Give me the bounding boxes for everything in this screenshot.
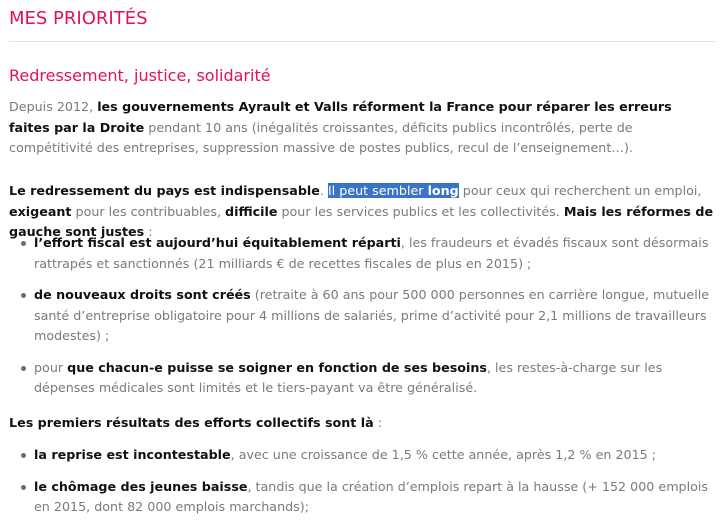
item-pre: pour [34,359,68,375]
results-post: : [373,415,382,430]
item-bold: de nouveaux droits sont créés [34,287,251,302]
selection-bold: long [427,183,459,198]
results-list [9,445,714,529]
redressement-text-2: pour les contribuables, [71,203,226,219]
results-bold: Les premiers résultats des efforts collectifs sont là [9,415,374,430]
list-item [9,285,714,347]
title-divider [9,41,716,42]
item-bold: l’effort fiscal est aujourd’hui équitablement réparti [34,235,401,250]
redressement-dot: . [319,183,328,198]
item-bold: la reprise est incontestable [34,447,231,462]
list-item [9,233,714,274]
intro-post: pendant 10 ans (inégalités croissantes, déficits publics incontrôlés, perte de compétitivité des entreprises, suppression massive de postes publics, recul de l’enseignement…). [9,119,633,155]
item-text: , les restes-à-charge sur les dépenses médicales sont limités et le tiers-payant va être généralisé. [34,359,663,395]
results-heading [9,413,714,434]
item-text: , les fraudeurs et évadés fiscaux sont désormais rattrapés et sanctionnés (21 milliards € de recettes fiscales de plus en 2015) ; [34,235,709,271]
item-text: , avec une croissance de 1,5 % cette année, après 1,2 % en 2015 ; [230,447,657,462]
item-bold: que chacun-e puisse se soigner en fonction de ses besoins [67,359,487,375]
redressement-text-4: : [144,224,153,239]
list-item [9,358,714,399]
intro-bold: les gouvernements Ayrault et Valls réforment la France pour réparer les erreurs faites par la Droite [9,99,672,135]
redressement-bold-3: difficile [225,203,278,219]
item-bold: le chômage des jeunes baisse [34,478,248,494]
redressement-text-3: pour les services publics et les collectivités. [277,203,564,219]
redressement-bold-4: Mais les réformes de gauche sont justes [9,203,714,239]
redressement-bold-1: Le redressement du pays est indispensable [9,183,320,198]
list-item [9,477,714,518]
text-selection[interactable] [328,183,459,198]
redressement-text-1: pour ceux qui recherchent un emploi, [458,183,702,198]
intro-pre: Depuis 2012, [9,99,98,114]
list-item [9,445,714,466]
item-text: , tandis que la création d’emplois repart à la hausse (+ 152 000 emplois en 2015, dont 82 000 emplois marchands); [34,478,709,514]
selection-text: Il peut sembler [327,183,428,198]
redressement-bold-2: exigeant [9,203,72,219]
section-title: Redressement, justice, solidarité [9,66,271,85]
item-text: (retraite à 60 ans pour 500 000 personnes en carrière longue, mutuelle santé d’entreprise obligatoire pour 4 millions de salariés, prime d’activité pour 2,1 millions de travailleurs modestes) ; [34,287,710,343]
intro-paragraph [9,97,714,159]
reforms-list [9,233,714,410]
page-title: MES PRIORITÉS [9,8,148,29]
